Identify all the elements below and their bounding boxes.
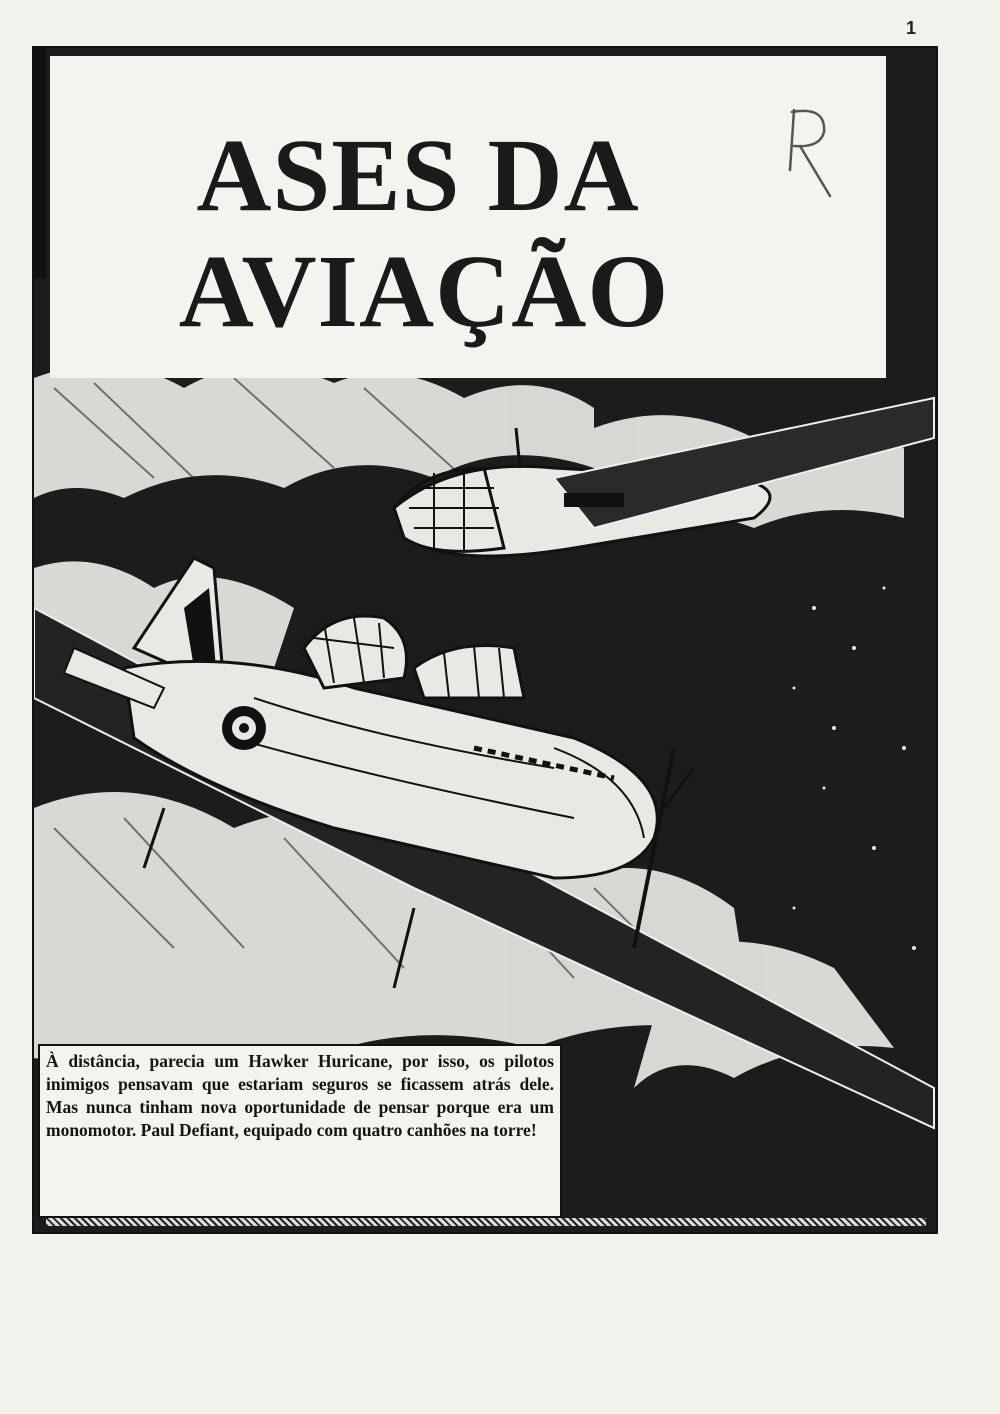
caption-box bbox=[38, 1044, 562, 1218]
comic-panel bbox=[32, 46, 938, 1234]
page-number: 1 bbox=[906, 18, 917, 38]
panel-hatch-strip bbox=[46, 1218, 926, 1226]
caption-text: À distância, parecia um Hawker Huricane, por isso, os pilotos inimigos pensavam que estariam seguros se ficassem atrás dele. Mas nunca tinham nova oportunidade de pensar porque era um monomotor. Paul Defiant, equipado com quatro canhões na torre! bbox=[46, 1051, 554, 1140]
handwritten-annotation bbox=[776, 100, 856, 200]
title-line-1: ASES DA bbox=[196, 118, 640, 233]
title-box bbox=[50, 56, 886, 378]
title-line-2: AVIAÇÃO bbox=[178, 234, 670, 349]
